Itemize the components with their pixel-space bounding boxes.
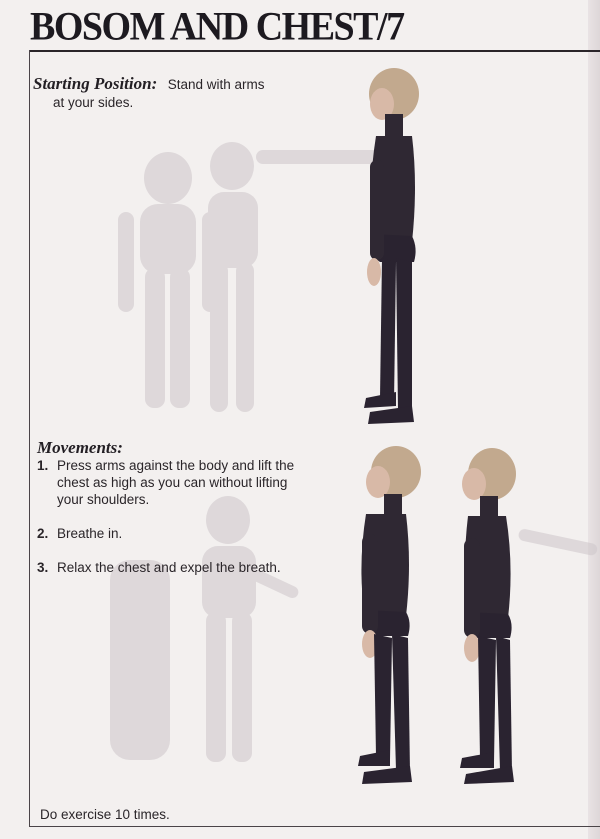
- movement-step: [37, 525, 307, 542]
- movements-heading: Movements:: [37, 438, 123, 457]
- step-number: 1.: [37, 458, 49, 473]
- step-text: Breathe in.: [57, 526, 123, 541]
- starting-position-text-line1: Stand with arms: [167, 77, 265, 92]
- step-number: 3.: [37, 560, 49, 575]
- footer-note: Do exercise 10 times.: [40, 807, 170, 822]
- movement-photo-2: [452, 446, 532, 790]
- starting-position-photo: [350, 66, 440, 430]
- page-title: BOSOM AND CHEST/7: [30, 5, 404, 50]
- movement-step: [37, 457, 307, 508]
- movement-photo-1: [352, 444, 432, 790]
- step-text: Relax the chest and expel the breath.: [57, 560, 281, 575]
- step-text: Press arms against the body and lift the chest as high as you can without lifting your shoulders.: [57, 458, 295, 507]
- starting-position: [33, 74, 313, 111]
- movement-steps: [37, 457, 307, 593]
- step-number: 2.: [37, 526, 49, 541]
- starting-position-text-line2: at your sides.: [53, 95, 134, 110]
- movement-step: [37, 559, 307, 576]
- starting-position-heading: Starting Position:: [33, 74, 158, 93]
